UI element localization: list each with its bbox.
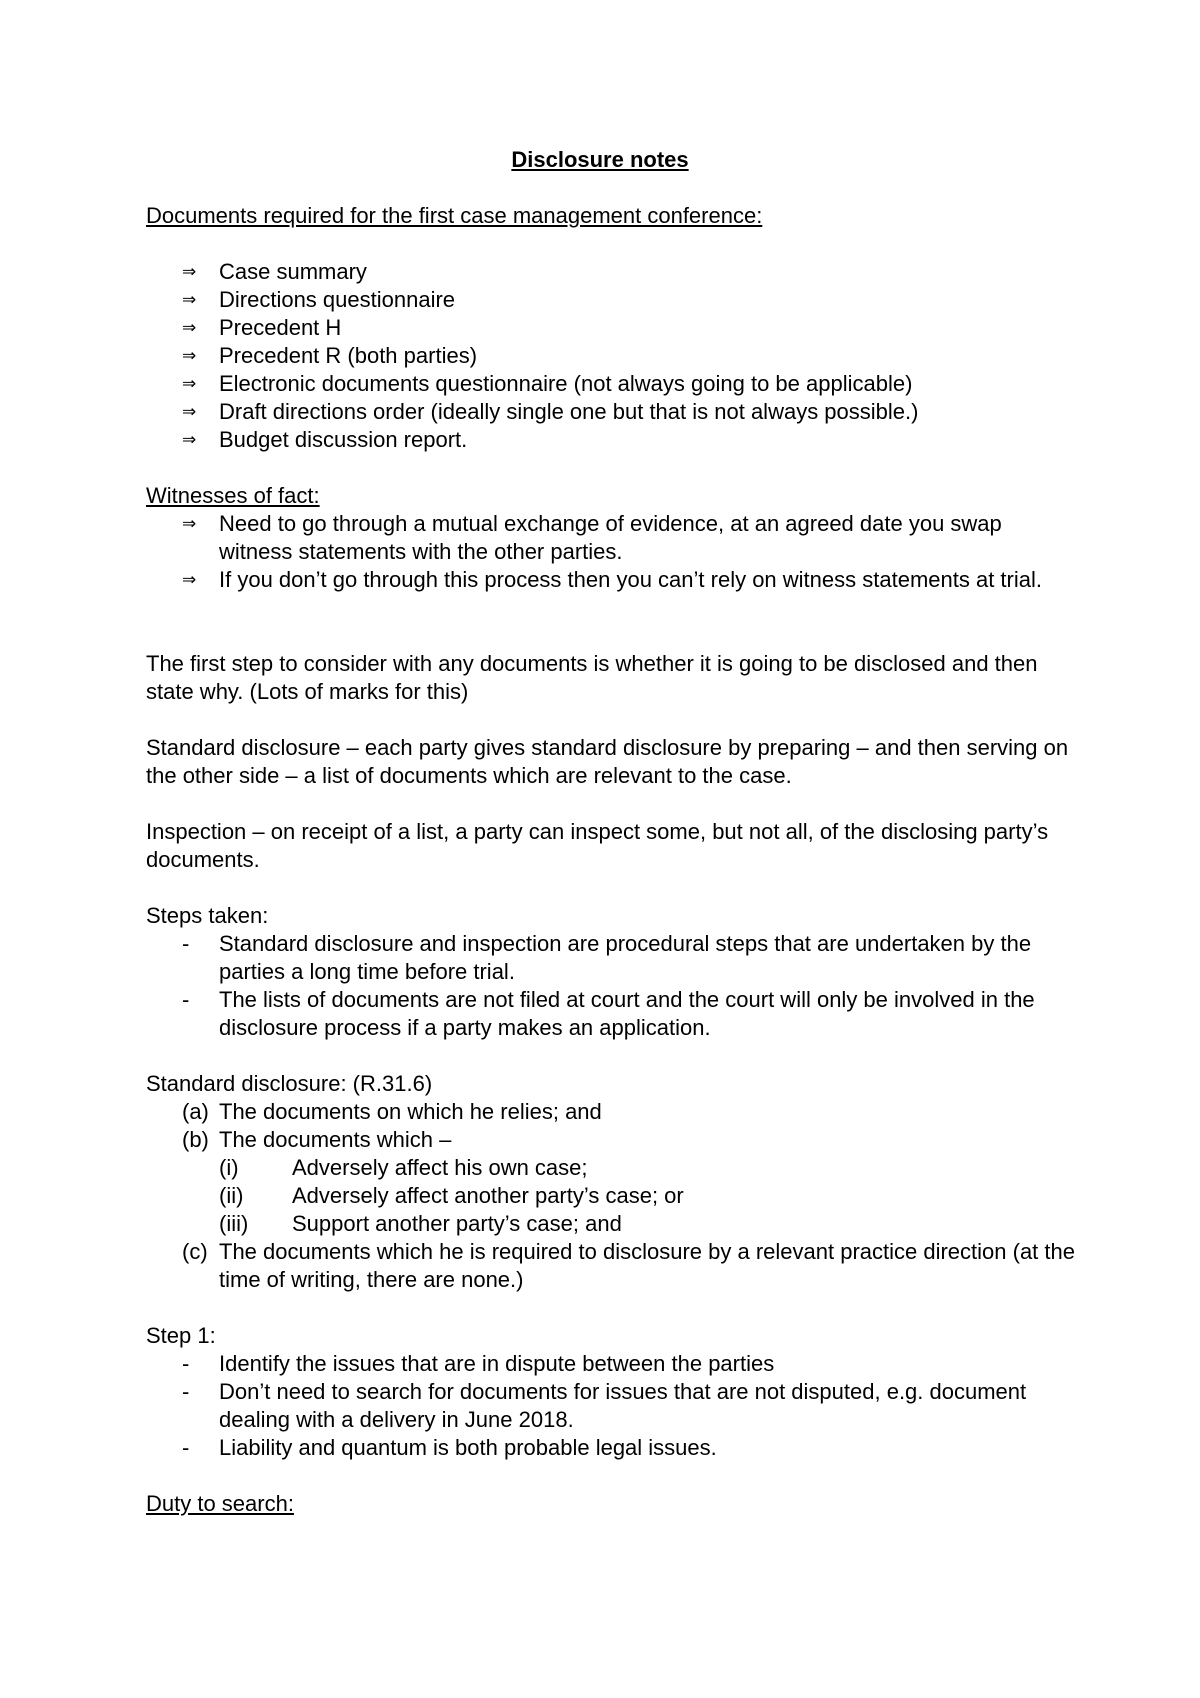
list-item-text: Budget discussion report. — [219, 427, 468, 452]
steps-taken-heading: Steps taken: — [146, 903, 269, 928]
standard-disclosure-rule-section — [146, 1070, 1076, 1294]
arrow-icon: ⇒ — [182, 514, 197, 533]
list-item — [146, 258, 1076, 286]
list-item — [146, 286, 1076, 314]
list-item-text: Case summary — [219, 259, 367, 284]
dash-bullet: - — [182, 1351, 190, 1376]
list-item — [146, 426, 1076, 454]
list-item-text: The documents which – — [219, 1127, 452, 1152]
step-1-heading: Step 1: — [146, 1323, 216, 1348]
list-item — [146, 986, 1076, 1042]
list-item — [146, 1378, 1076, 1434]
list-item-text: Draft directions order (ideally single one but that is not always possible.) — [219, 399, 919, 424]
arrow-icon: ⇒ — [182, 430, 197, 449]
list-item — [146, 1434, 1076, 1462]
sub-list-marker: (i) — [219, 1155, 239, 1180]
sub-list-marker: (iii) — [219, 1211, 249, 1236]
standard-disclosure-rule-heading: Standard disclosure: (R.31.6) — [146, 1071, 433, 1096]
list-item-text: Precedent R (both parties) — [219, 343, 478, 368]
list-marker: (c) — [182, 1239, 208, 1264]
list-item — [146, 398, 1076, 426]
list-item — [146, 1126, 1076, 1154]
list-item — [146, 370, 1076, 398]
list-marker: (a) — [182, 1099, 209, 1124]
sub-list-item — [146, 1210, 1076, 1238]
arrow-icon: ⇒ — [182, 318, 197, 337]
sub-list-item — [146, 1154, 1076, 1182]
standard-disclosure-paragraph: Standard disclosure – each party gives standard disclosure by preparing – and then serving on the other side – a list of documents which are relevant to the case. — [146, 735, 1069, 788]
list-item-text: Precedent H — [219, 315, 342, 340]
list-item-text: If you don’t go through this process then you can’t rely on witness statements at trial. — [219, 567, 1042, 592]
arrow-icon: ⇒ — [182, 262, 197, 281]
witnesses-section — [146, 482, 1076, 594]
arrow-icon: ⇒ — [182, 290, 197, 309]
sub-list-item-text: Adversely affect another party’s case; or — [292, 1183, 684, 1208]
duty-to-search-heading: Duty to search: — [146, 1491, 294, 1516]
step-1-section — [146, 1322, 1076, 1462]
list-item — [146, 510, 1076, 566]
list-item — [146, 1238, 1076, 1294]
dash-bullet: - — [182, 1435, 190, 1460]
list-item-text: Directions questionnaire — [219, 287, 456, 312]
list-item-text: Electronic documents questionnaire (not always going to be applicable) — [219, 371, 913, 396]
list-item-text: The lists of documents are not filed at court and the court will only be involved in the disclosure process if a party makes an application. — [219, 987, 1035, 1040]
sub-list-item — [146, 1182, 1076, 1210]
list-item-text: The documents on which he relies; and — [219, 1099, 602, 1124]
dash-bullet: - — [182, 1379, 190, 1404]
dash-bullet: - — [182, 931, 190, 956]
list-item-text: Need to go through a mutual exchange of evidence, at an agreed date you swap witness statements with the other parties. — [219, 511, 1002, 564]
list-item-text: Standard disclosure and inspection are procedural steps that are undertaken by the parties a long time before trial. — [219, 931, 1032, 984]
list-item — [146, 566, 1076, 594]
cmc-documents-heading: Documents required for the first case management conference: — [146, 203, 763, 228]
list-item-text: Identify the issues that are in dispute between the parties — [219, 1351, 775, 1376]
first-step-paragraph: The first step to consider with any documents is whether it is going to be disclosed and then state why. (Lots of marks for this) — [146, 651, 1038, 704]
page-title: Disclosure notes — [511, 147, 689, 172]
sub-list-marker: (ii) — [219, 1183, 244, 1208]
cmc-documents-section — [146, 202, 1076, 454]
list-marker: (b) — [182, 1127, 209, 1152]
list-item-text: Don’t need to search for documents for issues that are not disputed, e.g. document dealing with a delivery in June 2018. — [219, 1379, 1027, 1432]
witnesses-heading: Witnesses of fact: — [146, 483, 320, 508]
list-item — [146, 314, 1076, 342]
list-item — [146, 930, 1076, 986]
arrow-icon: ⇒ — [182, 570, 197, 589]
list-item — [146, 1098, 1076, 1126]
list-item-text: Liability and quantum is both probable legal issues. — [219, 1435, 717, 1460]
arrow-icon: ⇒ — [182, 402, 197, 421]
arrow-icon: ⇒ — [182, 374, 197, 393]
sub-list-item-text: Support another party’s case; and — [292, 1211, 622, 1236]
arrow-icon: ⇒ — [182, 346, 197, 365]
sub-list-item-text: Adversely affect his own case; — [292, 1155, 588, 1180]
list-item-text: The documents which he is required to disclosure by a relevant practice direction (at the time of writing, there are none.) — [219, 1239, 1075, 1292]
dash-bullet: - — [182, 987, 190, 1012]
list-item — [146, 342, 1076, 370]
steps-taken-section — [146, 902, 1076, 1042]
inspection-paragraph: Inspection – on receipt of a list, a party can inspect some, but not all, of the disclosing party’s documents. — [146, 819, 1049, 872]
list-item — [146, 1350, 1076, 1378]
